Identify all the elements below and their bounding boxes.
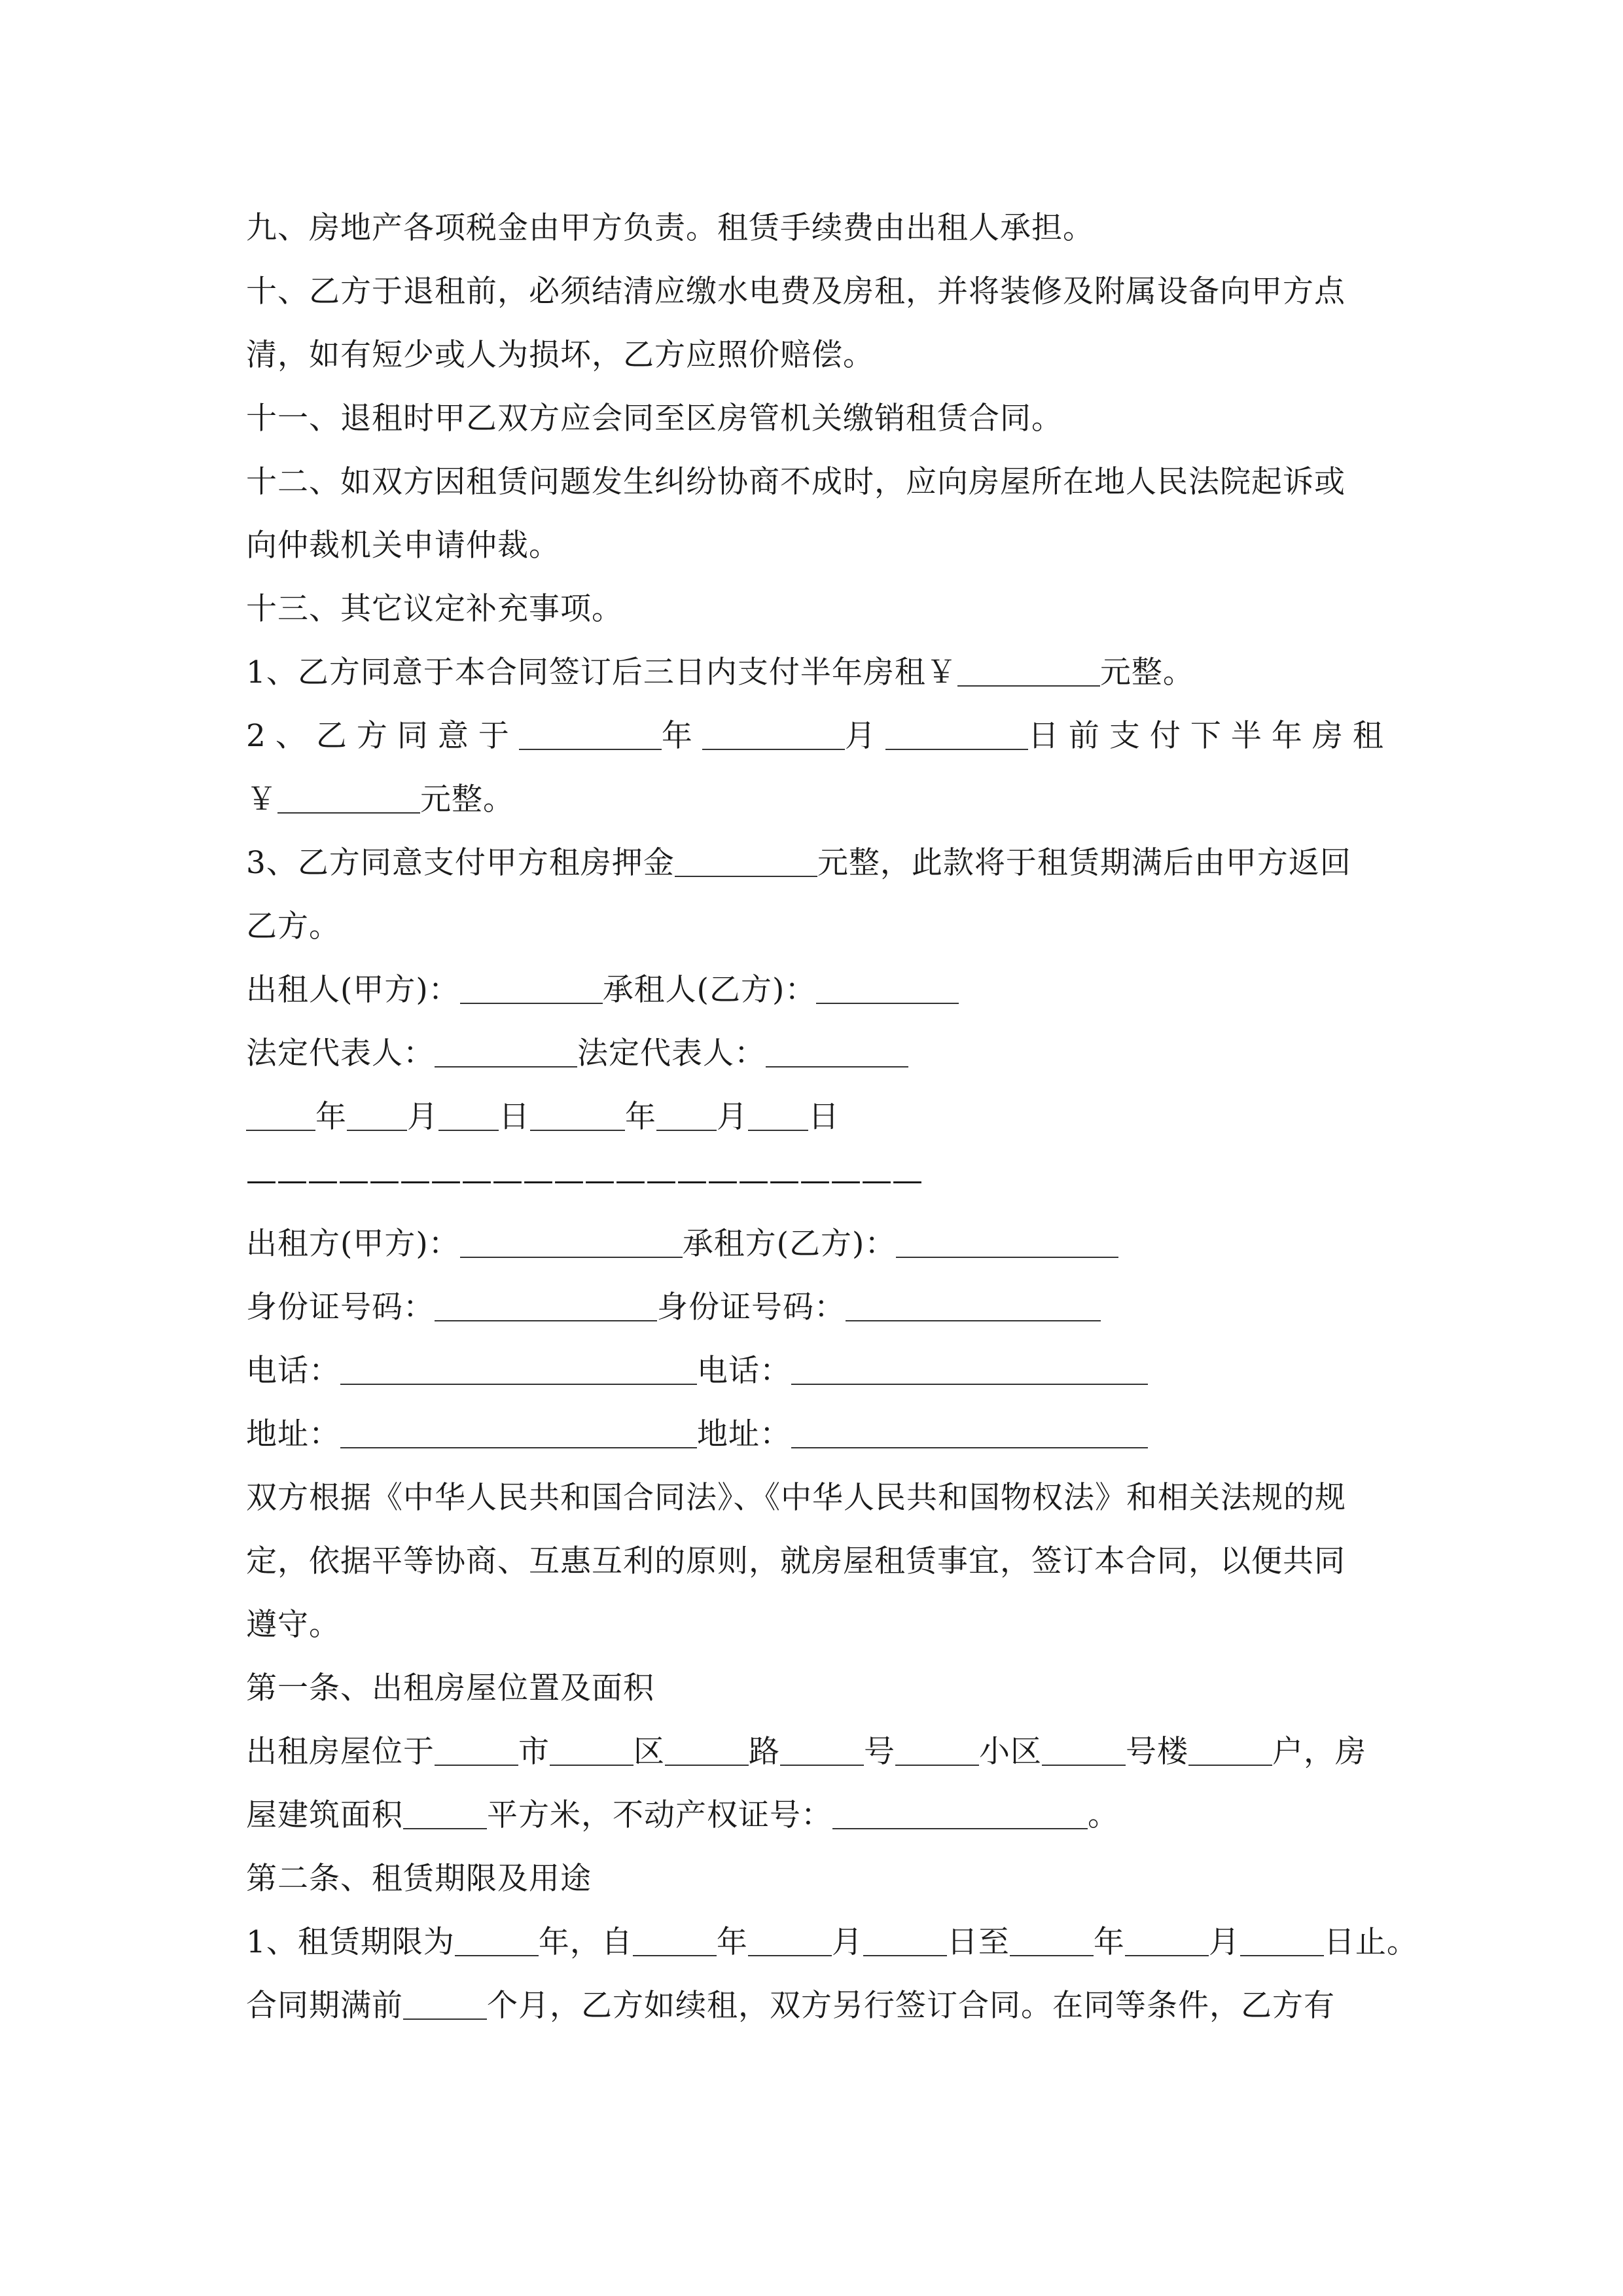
end-year-label: 年 — [1093, 1924, 1125, 1960]
sign-month-2: 月 — [717, 1099, 748, 1135]
address-blank-2[interactable] — [791, 1418, 1148, 1448]
start-day-blank[interactable] — [863, 1926, 947, 1956]
sign-day-1-blank[interactable] — [438, 1101, 499, 1131]
preamble-line-2: 定，依据平等协商、互惠互利的原则，就房屋租赁事宜，签订本合同，以便共同 — [246, 1543, 1346, 1579]
lessor-side-blank[interactable] — [460, 1228, 683, 1258]
article-2-term — [246, 1910, 1418, 1974]
unit-label: 户，房 — [1272, 1734, 1366, 1770]
rep1-blank[interactable] — [435, 1037, 577, 1067]
signature-parties — [246, 958, 1380, 1022]
contract-body — [246, 196, 1418, 2037]
start-year-label: 年 — [716, 1924, 748, 1960]
term-label: 1、租赁期限为 — [246, 1924, 455, 1960]
article-2-renewal — [246, 1974, 1380, 2037]
building-blank[interactable] — [1042, 1736, 1126, 1766]
supplement-3-line-2: 乙方。 — [246, 908, 340, 944]
supplement-3-rest: 元整，此款将于租赁期满后由甲方返回 — [817, 845, 1351, 881]
sign-month-2-blank[interactable] — [656, 1101, 717, 1131]
number-label: 号 — [864, 1734, 895, 1770]
party-id-numbers — [246, 1276, 1380, 1339]
article-1-location — [246, 1720, 1380, 1784]
city-label: 市 — [518, 1734, 550, 1770]
sign-day-2: 日 — [808, 1099, 840, 1135]
preamble-line-3: 遵守。 — [246, 1607, 340, 1643]
rep2-blank[interactable] — [766, 1037, 908, 1067]
lessee-side-blank[interactable] — [896, 1228, 1118, 1258]
sign-year-2-blank[interactable] — [530, 1101, 625, 1131]
building-label: 号楼 — [1126, 1734, 1188, 1770]
road-label: 路 — [749, 1734, 780, 1770]
end-month-label: 月 — [1208, 1924, 1240, 1960]
phone-label-1: 电话： — [246, 1353, 340, 1389]
property-cert-blank[interactable] — [832, 1799, 1088, 1829]
deposit-blank[interactable] — [675, 847, 817, 877]
term-years-blank[interactable] — [455, 1926, 539, 1956]
renew-label: 合同期满前 — [246, 1988, 403, 2024]
preamble-line-1: 双方根据《中华人民共和国合同法》、《中华人民共和国物权法》和相关法规的规 — [246, 1480, 1346, 1516]
clause-12-line-2: 向仲裁机关申请仲裁。 — [246, 528, 560, 564]
id-blank-1[interactable] — [435, 1291, 657, 1321]
start-month-blank[interactable] — [748, 1926, 832, 1956]
lessee-side-label: 承租方(乙方)： — [682, 1226, 897, 1262]
article-2-title: 第二条、租赁期限及用途 — [246, 1861, 592, 1897]
term-year-label: 年，自 — [538, 1924, 633, 1960]
supplement-2-text: 2、乙方同意于 — [246, 718, 519, 754]
community-label: 小区 — [979, 1734, 1042, 1770]
supplement-3-text: 3、乙方同意支付甲方租房押金 — [246, 845, 675, 881]
district-label: 区 — [633, 1734, 665, 1770]
pay-year-blank[interactable] — [519, 720, 662, 750]
end-day-blank[interactable] — [1240, 1926, 1324, 1956]
renew-months-blank[interactable] — [403, 1990, 487, 2020]
rep2-label: 法定代表人： — [577, 1035, 766, 1071]
phone-blank-2[interactable] — [791, 1355, 1148, 1385]
start-month-label: 月 — [831, 1924, 863, 1960]
rep1-label: 法定代表人： — [246, 1035, 435, 1071]
party-addresses — [246, 1403, 1380, 1466]
address-label-2: 地址： — [697, 1416, 791, 1452]
phone-label-2: 电话： — [697, 1353, 791, 1389]
end-month-blank[interactable] — [1125, 1926, 1209, 1956]
signature-representatives — [246, 1022, 1380, 1085]
party-sides — [246, 1212, 1380, 1276]
article-1-title: 第一条、出租房屋位置及面积 — [246, 1670, 654, 1706]
lessee-label: 承租人(乙方)： — [602, 972, 817, 1008]
clause-11: 十一、退租时甲乙双方应会同至区房管机关缴销租赁合同。 — [246, 401, 1063, 437]
location-label: 出租房屋位于 — [246, 1734, 435, 1770]
start-day-label: 日至 — [946, 1924, 1010, 1960]
address-label-1: 地址： — [246, 1416, 340, 1452]
supplement-1 — [246, 641, 1380, 704]
pay-month-blank[interactable] — [702, 720, 845, 750]
sign-month-1: 月 — [407, 1099, 438, 1135]
signature-dates — [246, 1085, 1380, 1149]
address-blank-1[interactable] — [340, 1418, 697, 1448]
district-blank[interactable] — [550, 1736, 633, 1766]
area-period: 。 — [1088, 1797, 1119, 1833]
clause-10-line-2: 清，如有短少或人为损坏，乙方应照价赔偿。 — [246, 337, 874, 373]
section-separator: —————————————————————— — [246, 1162, 923, 1198]
city-blank[interactable] — [435, 1736, 518, 1766]
supplement-1-text: 1、乙方同意于本合同签订后三日内支付半年房租￥ — [246, 655, 957, 691]
area-unit-label: 平方米，不动产权证号： — [487, 1797, 832, 1833]
id-label-1: 身份证号码： — [246, 1289, 435, 1325]
sign-day-1: 日 — [499, 1099, 530, 1135]
lessee-blank[interactable] — [816, 974, 959, 1004]
area-blank[interactable] — [403, 1799, 487, 1829]
supplement-2-year: 年 — [661, 718, 702, 754]
party-phones — [246, 1339, 1380, 1403]
road-blank[interactable] — [665, 1736, 749, 1766]
sign-year-1-blank[interactable] — [246, 1101, 315, 1131]
sign-month-1-blank[interactable] — [347, 1101, 407, 1131]
number-blank[interactable] — [780, 1736, 864, 1766]
unit-blank[interactable] — [1188, 1736, 1272, 1766]
clause-10-line-1: 十、乙方于退租前，必须结清应缴水电费及房租，并将装修及附属设备向甲方点 — [246, 274, 1346, 310]
rent-amount-blank[interactable] — [957, 656, 1100, 687]
supplement-2-line-2 — [246, 768, 1380, 831]
supplement-3-line-1 — [246, 831, 1380, 895]
supplement-2-line-1 — [246, 704, 1393, 768]
supplement-2-day: 日前支付下半年房租 — [1027, 718, 1393, 754]
second-half-rent-blank[interactable] — [277, 783, 420, 814]
clause-13: 十三、其它议定补充事项。 — [246, 591, 623, 627]
end-year-blank[interactable] — [1010, 1926, 1094, 1956]
id-blank-2[interactable] — [846, 1291, 1101, 1321]
pay-day-blank[interactable] — [885, 720, 1028, 750]
lessor-side-label: 出租方(甲方)： — [246, 1226, 460, 1262]
sign-year-2: 年 — [625, 1099, 656, 1135]
clause-12-line-1: 十二、如双方因租赁问题发生纠纷协商不成时，应向房屋所在地人民法院起诉或 — [246, 464, 1346, 500]
clause-9: 九、房地产各项税金由甲方负责。租赁手续费由出租人承担。 — [246, 210, 1094, 246]
id-label-2: 身份证号码： — [657, 1289, 846, 1325]
supplement-2-currency: ￥ — [246, 781, 277, 817]
area-label: 屋建筑面积 — [246, 1797, 403, 1833]
supplement-1-end: 元整。 — [1099, 655, 1194, 691]
article-1-area — [246, 1784, 1380, 1847]
sign-year-1: 年 — [315, 1099, 347, 1135]
lessor-label: 出租人(甲方)： — [246, 972, 460, 1008]
phone-blank-1[interactable] — [340, 1355, 697, 1385]
supplement-2-end: 元整。 — [420, 781, 514, 817]
end-day-label: 日止。 — [1323, 1924, 1418, 1960]
supplement-2-month: 月 — [844, 718, 885, 754]
renew-text: 个月，乙方如续租，双方另行签订合同。在同等条件，乙方有 — [487, 1988, 1335, 2024]
start-year-blank[interactable] — [633, 1926, 717, 1956]
sign-day-2-blank[interactable] — [748, 1101, 808, 1131]
community-blank[interactable] — [895, 1736, 979, 1766]
lessor-blank[interactable] — [460, 974, 603, 1004]
